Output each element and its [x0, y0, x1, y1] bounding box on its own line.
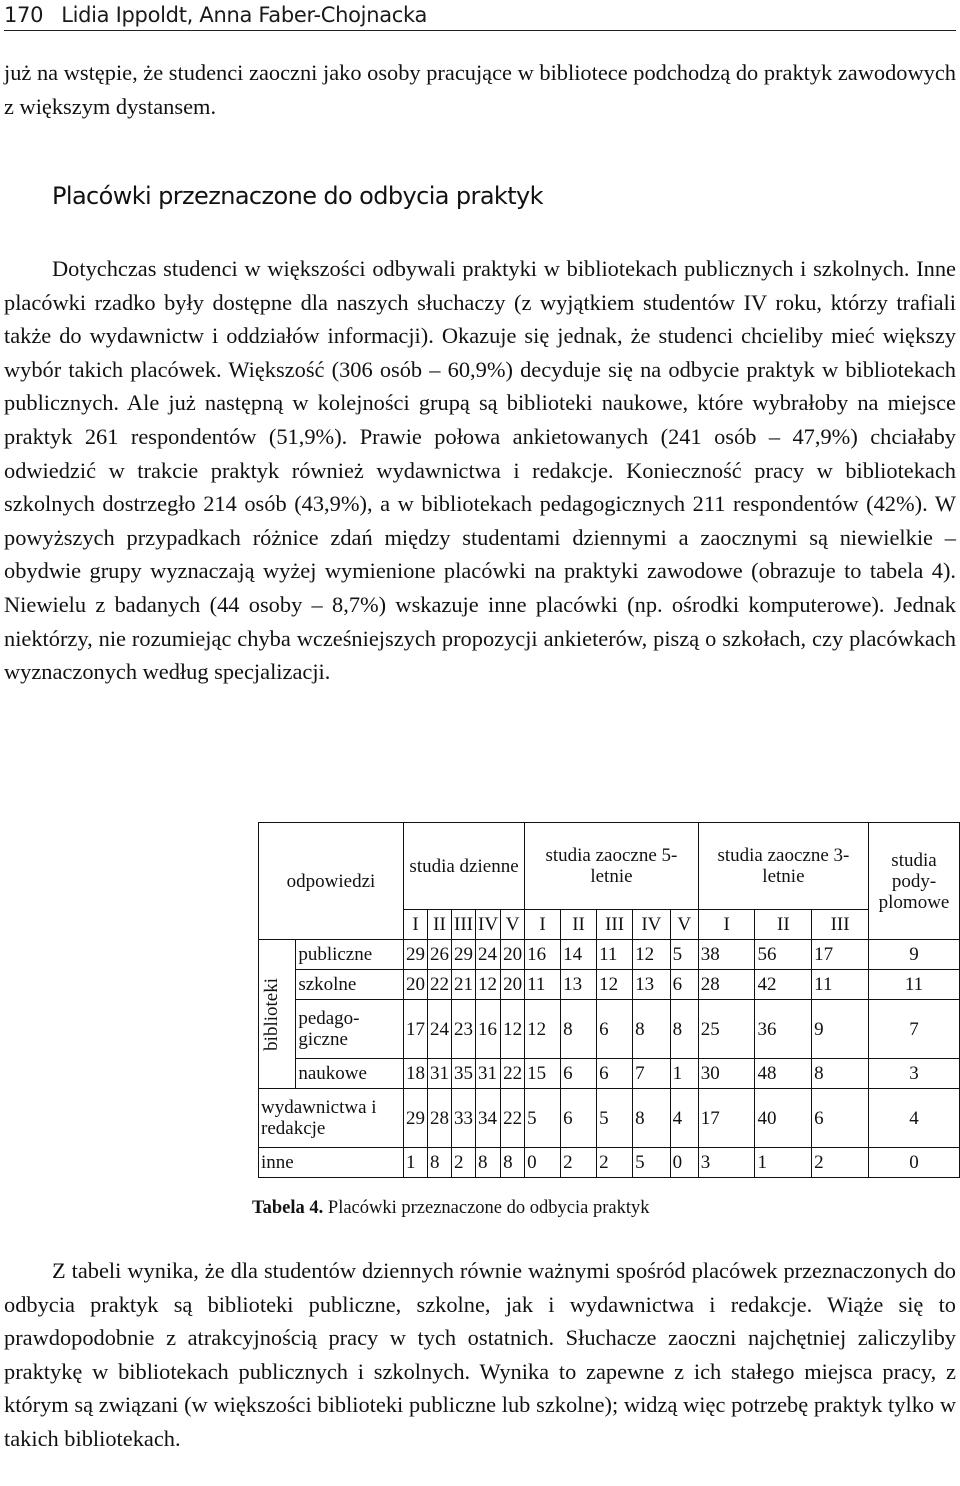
year-header: V: [670, 910, 698, 940]
header-answers: odpowiedzi: [259, 823, 404, 940]
table-cell: 15: [525, 1059, 561, 1089]
page-number: 170: [4, 3, 44, 27]
table-cell: 17: [812, 940, 869, 970]
table-cell: 6: [670, 970, 698, 1000]
table-cell: 3: [869, 1059, 960, 1089]
table-cell: 42: [755, 970, 812, 1000]
table-row: [259, 1089, 960, 1148]
closing-paragraph: [4, 1254, 956, 1456]
table-cell: 8: [812, 1059, 869, 1089]
table-cell: 5: [597, 1089, 633, 1148]
table-cell: 1: [670, 1059, 698, 1089]
table-cell: 11: [869, 970, 960, 1000]
table-cell: 28: [428, 1089, 452, 1148]
table-cell: 8: [670, 1000, 698, 1059]
table-cell: 25: [698, 1000, 755, 1059]
table-cell: 20: [404, 970, 428, 1000]
table-cell: 12: [597, 970, 633, 1000]
table-cell: 16: [525, 940, 561, 970]
table-cell: 24: [476, 940, 501, 970]
table-cell: 9: [812, 1000, 869, 1059]
table-row: [259, 1148, 960, 1178]
year-header: I: [404, 910, 428, 940]
table-cell: 36: [755, 1000, 812, 1059]
row-label: szkolne: [296, 970, 404, 1000]
table-cell: 8: [633, 1000, 671, 1059]
year-header: I: [525, 910, 561, 940]
table-cell: 6: [561, 1059, 597, 1089]
table-cell: 8: [428, 1148, 452, 1178]
table-cell: 5: [525, 1089, 561, 1148]
header-group-podyplomowe: studia pody-plomowe: [869, 823, 960, 940]
row-label: publiczne: [296, 940, 404, 970]
row-label: pedago-giczne: [296, 1000, 404, 1059]
table-cell: 9: [869, 940, 960, 970]
table-cell: 29: [452, 940, 476, 970]
table-cell: 12: [633, 940, 671, 970]
table-cell: 6: [597, 1059, 633, 1089]
table-row: [259, 1000, 960, 1059]
table-cell: 13: [633, 970, 671, 1000]
table-cell: 28: [698, 970, 755, 1000]
intro-paragraph: już na wstępie, że studenci zaoczni jako osoby pracujące w bibliotece podchodzą do praktyk zawodowych z większym dystansem.: [4, 60, 956, 119]
biblioteki-label-cell: [259, 940, 296, 1089]
table-cell: 8: [501, 1148, 525, 1178]
table-cell: 1: [755, 1148, 812, 1178]
table-cell: 34: [476, 1089, 501, 1148]
table-cell: 4: [670, 1089, 698, 1148]
table-cell: 2: [561, 1148, 597, 1178]
table-cell: 8: [633, 1089, 671, 1148]
table-cell: 31: [428, 1059, 452, 1089]
row-label: wydawnictwa i redakcje: [259, 1089, 404, 1148]
table-cell: 21: [452, 970, 476, 1000]
table-row: [259, 1059, 960, 1089]
running-head-authors: Lidia Ippoldt, Anna Faber-Chojnacka: [61, 3, 428, 27]
table-cell: 18: [404, 1059, 428, 1089]
year-header: III: [452, 910, 476, 940]
table-cell: 29: [404, 1089, 428, 1148]
body-paragraph-text: Dotychczas studenci w większości odbywali praktyki w bibliotekach publicznych i szkolnych. Inne placówki rzadko były dostępne dla naszych słuchaczy (z wyjątkiem studentów IV roku, którzy trafiali także do wydawnictw i oddziałów informacji). Okazuje się jednak, że studenci chcieliby mieć większy wybór takich placówek. Większość (306 osób – 60,9%) decyduje się na odbycie praktyk w bibliotekach publicznych. Ale już następną w kolejności grupą są biblioteki naukowe, które wybrałoby na miejsce praktyk 261 respondentów (51,9%). Prawie połowa ankietowanych (241 osób – 47,9%) chciałaby odwiedzić w trakcie praktyk również wydawnictwa i redakcje. Konieczność pracy w bibliotekach szkolnych dostrzegło 214 osób (43,9%), a w bibliotekach pedagogicznych 211 respondentów (42%). W powyższych przypadkach różnice zdań między studentami dziennymi a zaocznymi są niewielkie – obydwie grupy wyznaczają wyżej wymienione placówki na praktyki zawodowe (obrazuje to tabela 4). Niewielu z badanych (44 osoby – 8,7%) wskazuje inne placówki (np. ośrodki komputerowe). Jednak niektórzy, nie rozumiejąc chyba wcześniejszych propozycji ankieterów, piszą o szkołach, czy placówkach wyznaczonych według specjalizacji.: [4, 256, 956, 685]
table-cell: 17: [698, 1089, 755, 1148]
table-cell: 2: [452, 1148, 476, 1178]
table-cell: 6: [597, 1000, 633, 1059]
table-cell: 26: [428, 940, 452, 970]
table-cell: 30: [698, 1059, 755, 1089]
table-cell: 23: [452, 1000, 476, 1059]
year-header: III: [812, 910, 869, 940]
year-header: IV: [476, 910, 501, 940]
table-cell: 17: [404, 1000, 428, 1059]
year-header: IV: [633, 910, 671, 940]
table-cell: 8: [476, 1148, 501, 1178]
table-cell: 22: [501, 1089, 525, 1148]
table-cell: 22: [501, 1059, 525, 1089]
page-header: [4, 0, 956, 31]
table-cell: 11: [525, 970, 561, 1000]
table-cell: 1: [404, 1148, 428, 1178]
table-cell: 35: [452, 1059, 476, 1089]
table-row: [259, 970, 960, 1000]
table-cell: 16: [476, 1000, 501, 1059]
table-cell: 2: [812, 1148, 869, 1178]
table-cell: 20: [501, 940, 525, 970]
table-cell: 0: [670, 1148, 698, 1178]
year-header: II: [755, 910, 812, 940]
year-header: I: [698, 910, 755, 940]
table-cell: 14: [561, 940, 597, 970]
table-cell: 6: [812, 1089, 869, 1148]
body-paragraph: [4, 252, 956, 689]
year-header: II: [428, 910, 452, 940]
table-cell: 31: [476, 1059, 501, 1089]
table-cell: 7: [633, 1059, 671, 1089]
table-cell: 13: [561, 970, 597, 1000]
table-cell: 48: [755, 1059, 812, 1089]
table-cell: 4: [869, 1089, 960, 1148]
row-label: naukowe: [296, 1059, 404, 1089]
row-label: inne: [259, 1148, 404, 1178]
table-cell: 38: [698, 940, 755, 970]
table-cell: 0: [525, 1148, 561, 1178]
table-cell: 11: [597, 940, 633, 970]
table-cell: 40: [755, 1089, 812, 1148]
table-cell: 8: [561, 1000, 597, 1059]
caption-text: Placówki przeznaczone do odbycia praktyk: [327, 1198, 650, 1218]
table-cell: 7: [869, 1000, 960, 1059]
table-cell: 3: [698, 1148, 755, 1178]
table-cell: 5: [670, 940, 698, 970]
table-row: [259, 940, 960, 970]
header-group-zaoczne5: studia zaoczne 5-letnie: [525, 823, 699, 910]
year-header: III: [597, 910, 633, 940]
table-cell: 20: [501, 970, 525, 1000]
table-cell: 33: [452, 1089, 476, 1148]
header-group-dzienne: studia dzienne: [404, 823, 525, 910]
table-caption: [252, 1198, 649, 1219]
table-cell: 29: [404, 940, 428, 970]
header-group-zaoczne3: studia zaoczne 3-letnie: [698, 823, 868, 910]
section-title: Placówki przeznaczone do odbycia praktyk: [52, 182, 543, 210]
table-cell: 12: [501, 1000, 525, 1059]
biblioteki-label: biblioteki: [261, 977, 282, 1051]
table-cell: 56: [755, 940, 812, 970]
year-header: II: [561, 910, 597, 940]
table-cell: 0: [869, 1148, 960, 1178]
table-cell: 12: [476, 970, 501, 1000]
table-cell: 11: [812, 970, 869, 1000]
closing-paragraph-text: Z tabeli wynika, że dla studentów dziennych równie ważnymi spośród placówek przeznaczonych do odbycia praktyk są biblioteki publiczne, szkolne, jak i wydawnictwa i redakcje. Wiąże się to prawdopodobnie z atrakcyjnością pracy w tych ostatnich. Słuchacze zaoczni najchętniej zaliczyliby praktykę w bibliotekach publicznych i szkolnych. Wynika to zapewne z ich stałego miejsca pracy, z którym są związani (w większości biblioteki publiczne lub szkolne); widzą więc potrzebę praktyk tylko w takich bibliotekach.: [4, 1258, 956, 1451]
table-cell: 24: [428, 1000, 452, 1059]
caption-label: Tabela 4.: [252, 1198, 324, 1218]
table-cell: 22: [428, 970, 452, 1000]
practice-places-table: [258, 822, 960, 1178]
table-cell: 2: [597, 1148, 633, 1178]
table-cell: 12: [525, 1000, 561, 1059]
year-header: V: [501, 910, 525, 940]
table-cell: 6: [561, 1089, 597, 1148]
table-cell: 5: [633, 1148, 671, 1178]
